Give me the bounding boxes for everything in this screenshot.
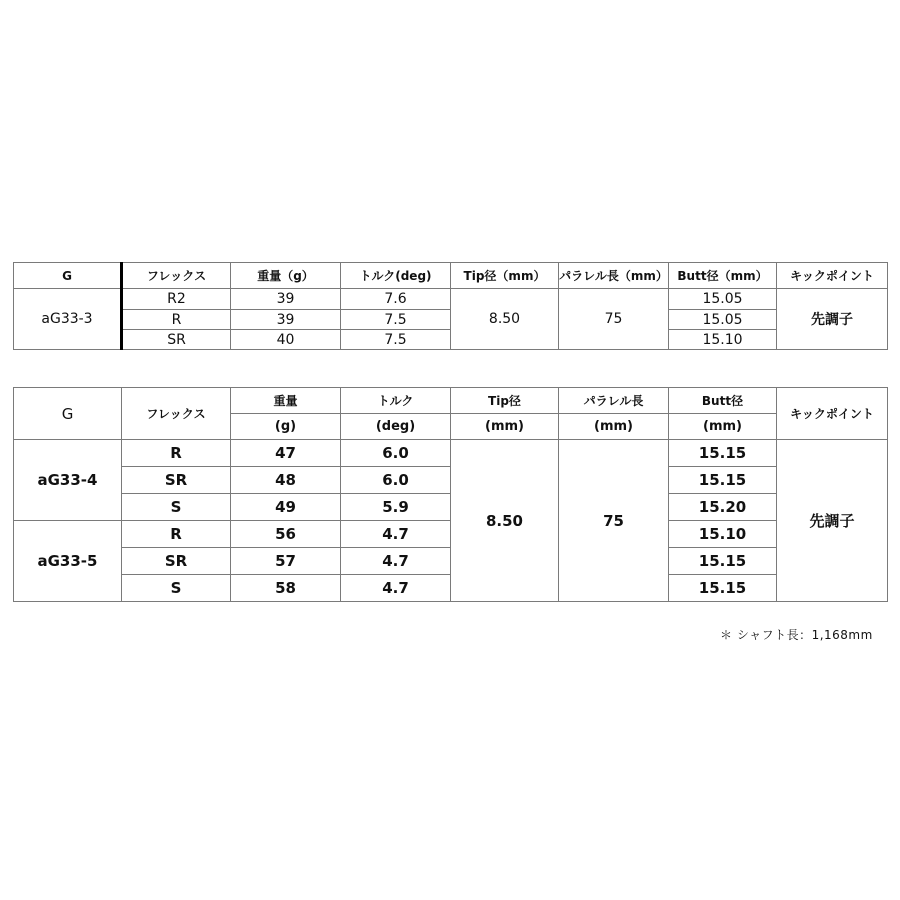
header-tip: Tip径	[451, 388, 559, 414]
torque-cell: 6.0	[341, 440, 451, 467]
butt-cell: 15.15	[669, 575, 777, 602]
header-flex: フレックス	[122, 388, 231, 440]
flex-cell: R	[122, 521, 231, 548]
model-cell: aG33-3	[14, 289, 122, 350]
butt-cell: 15.05	[669, 310, 777, 330]
header-torque: トルク	[341, 388, 451, 414]
table-header-row	[14, 263, 888, 289]
torque-cell: 7.6	[341, 289, 451, 310]
parallel-cell: 75	[559, 289, 669, 350]
torque-cell: 4.7	[341, 575, 451, 602]
weight-cell: 39	[231, 310, 341, 330]
weight-cell: 48	[231, 467, 341, 494]
torque-cell: 5.9	[341, 494, 451, 521]
weight-cell: 39	[231, 289, 341, 310]
flex-cell: R2	[122, 289, 231, 310]
torque-cell: 4.7	[341, 521, 451, 548]
flex-cell: SR	[122, 467, 231, 494]
butt-cell: 15.15	[669, 548, 777, 575]
kickpoint-cell: 先調子	[777, 440, 888, 602]
header-kickpoint: キックポイント	[777, 388, 888, 440]
header-weight: 重量	[231, 388, 341, 414]
header-flex: フレックス	[122, 263, 231, 289]
header-butt: Butt径	[669, 388, 777, 414]
weight-cell: 40	[231, 330, 341, 350]
header-butt: Butt径（mm）	[669, 263, 777, 289]
butt-cell: 15.10	[669, 330, 777, 350]
flex-cell: S	[122, 494, 231, 521]
model-cell: aG33-4	[14, 440, 122, 521]
weight-cell: 56	[231, 521, 341, 548]
torque-cell: 7.5	[341, 310, 451, 330]
kickpoint-cell: 先調子	[777, 289, 888, 350]
butt-cell: 15.15	[669, 467, 777, 494]
unit-tip: (mm)	[451, 414, 559, 440]
flex-cell: R	[122, 310, 231, 330]
unit-weight: (g)	[231, 414, 341, 440]
table-row	[14, 440, 888, 467]
header-g: G	[14, 388, 122, 440]
unit-butt: (mm)	[669, 414, 777, 440]
header-parallel: パラレル長（mm）	[559, 263, 669, 289]
torque-cell: 4.7	[341, 548, 451, 575]
model-cell: aG33-5	[14, 521, 122, 602]
flex-cell: SR	[122, 330, 231, 350]
flex-cell: R	[122, 440, 231, 467]
flex-cell: S	[122, 575, 231, 602]
header-tip: Tip径（mm）	[451, 263, 559, 289]
weight-cell: 47	[231, 440, 341, 467]
torque-cell: 6.0	[341, 467, 451, 494]
tip-cell: 8.50	[451, 289, 559, 350]
butt-cell: 15.05	[669, 289, 777, 310]
header-kickpoint: キックポイント	[777, 263, 888, 289]
unit-torque: (deg)	[341, 414, 451, 440]
butt-cell: 15.20	[669, 494, 777, 521]
table-row	[14, 289, 888, 310]
header-g: G	[14, 263, 122, 289]
table-header-row	[14, 388, 888, 414]
header-weight: 重量（g）	[231, 263, 341, 289]
weight-cell: 58	[231, 575, 341, 602]
tip-cell: 8.50	[451, 440, 559, 602]
weight-cell: 49	[231, 494, 341, 521]
spec-table-ag33-3	[13, 262, 888, 350]
shaft-length-note: ＊ シャフト長：1,168mm	[720, 628, 873, 642]
header-parallel: パラレル長	[559, 388, 669, 414]
torque-cell: 7.5	[341, 330, 451, 350]
header-torque: トルク(deg)	[341, 263, 451, 289]
flex-cell: SR	[122, 548, 231, 575]
spec-table-ag33-4-5	[13, 387, 888, 602]
butt-cell: 15.10	[669, 521, 777, 548]
parallel-cell: 75	[559, 440, 669, 602]
butt-cell: 15.15	[669, 440, 777, 467]
unit-parallel: (mm)	[559, 414, 669, 440]
weight-cell: 57	[231, 548, 341, 575]
